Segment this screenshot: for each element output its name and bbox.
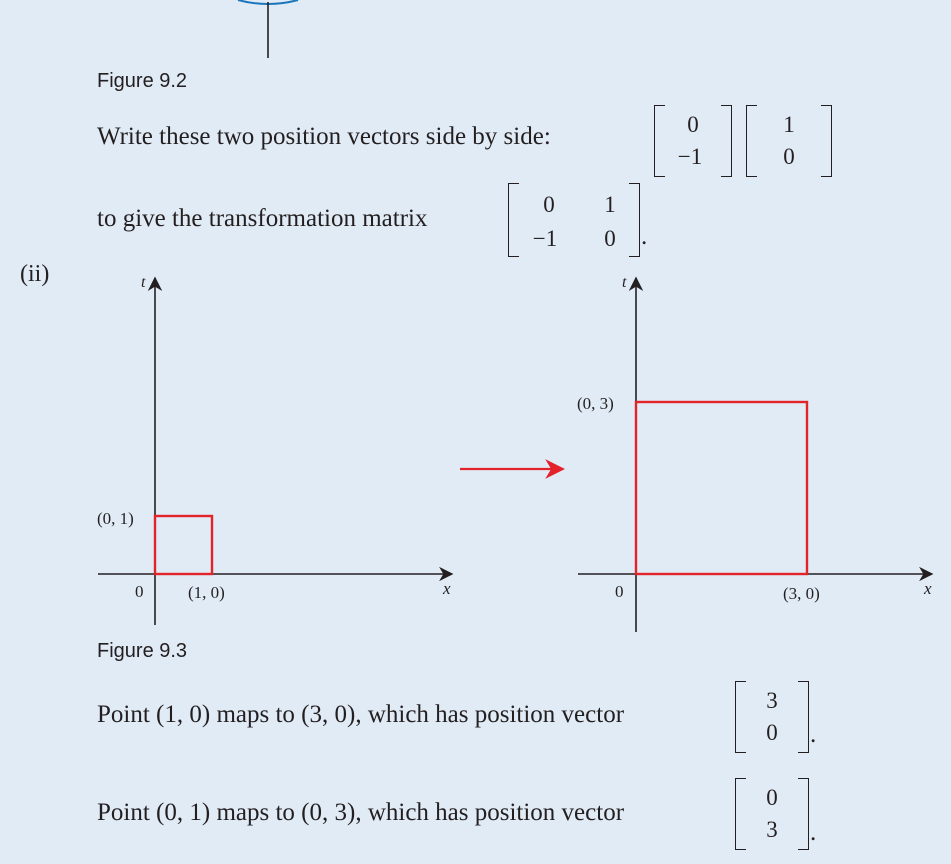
statement-2-period: . xyxy=(810,819,817,846)
vector-b-bottom: 0 xyxy=(783,144,795,169)
right-origin-label: 0 xyxy=(615,582,624,601)
statement-2: Point (0, 1) maps to (0, 3), which has position vector xyxy=(97,799,625,826)
statement-1-period: . xyxy=(810,721,817,748)
matrix-end-period: . xyxy=(641,223,648,250)
matrix-r2c2: 0 xyxy=(604,226,616,251)
text-write-vectors: Write these two position vectors side by side: xyxy=(97,123,551,150)
left-point-y-label: (0, 1) xyxy=(97,509,134,528)
right-t-label: t xyxy=(622,274,627,291)
statement-1: Point (1, 0) maps to (3, 0), which has position vector xyxy=(97,701,625,728)
matrix-r1c1: 0 xyxy=(543,192,555,217)
position-vector-1 xyxy=(735,681,809,753)
vector-a-top: 0 xyxy=(687,112,699,137)
position-vector-1-top: 3 xyxy=(766,688,778,713)
left-x-label: x xyxy=(443,579,451,598)
figure-9-3-diagram xyxy=(0,260,951,640)
vector-b xyxy=(746,105,832,177)
right-x-label: x xyxy=(924,579,932,598)
vector-a xyxy=(654,105,732,177)
position-vector-2-top: 0 xyxy=(766,785,778,810)
left-unit-square xyxy=(155,516,212,574)
matrix-r1c2: 1 xyxy=(604,192,616,217)
left-point-x-label: (1, 0) xyxy=(188,583,225,602)
figure-9-3-label: Figure 9.3 xyxy=(97,640,188,662)
figure-9-2-label: Figure 9.2 xyxy=(97,70,188,92)
right-scaled-square xyxy=(636,402,807,574)
transformation-matrix xyxy=(508,183,640,257)
position-vector-1-bottom: 0 xyxy=(766,720,778,745)
vector-a-bottom: −1 xyxy=(677,144,703,169)
previous-figure-fragment xyxy=(0,0,951,60)
position-vector-2 xyxy=(735,778,809,850)
matrix-r2c1: −1 xyxy=(532,226,558,251)
part-label-ii: (ii) xyxy=(20,261,50,287)
right-point-x-label: (3, 0) xyxy=(783,584,820,603)
left-origin-label: 0 xyxy=(135,582,144,601)
left-t-label: t xyxy=(141,274,146,291)
vector-b-top: 1 xyxy=(783,112,795,137)
text-transformation-matrix: to give the transformation matrix xyxy=(97,205,428,232)
position-vector-2-bottom: 3 xyxy=(766,817,778,842)
right-point-y-label: (0, 3) xyxy=(577,394,614,413)
